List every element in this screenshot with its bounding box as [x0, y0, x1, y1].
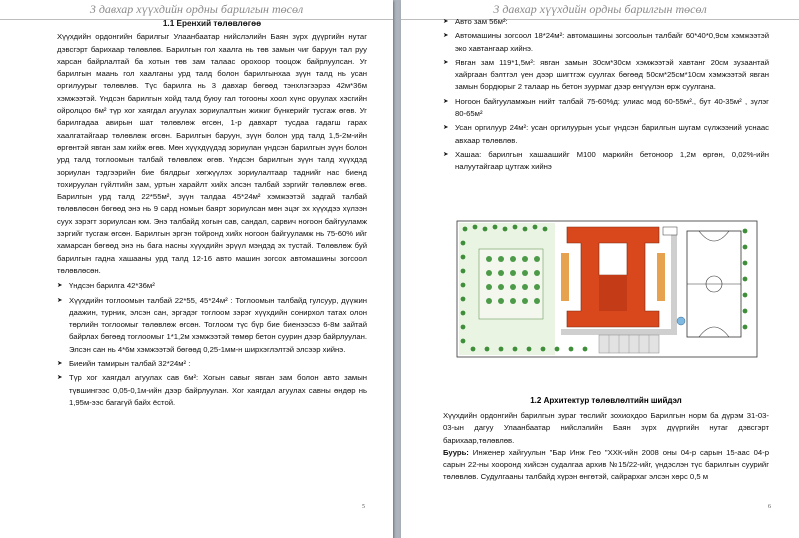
foundation-text: Инженер хайгуулын "Бар Инж Гео "ХХК-ийн 2008 оны 04-р сарын 15-аас 04-р сарын 22-ны хооронд хийсэн судалгаа архив №15/22-ийг, үндэслэн түс барилгын суурийг төлөвлөв. Судулгааны талбайд хүрэн өнгөтэй, сайрархаг элсэн хөрс 0,5 м	[443, 447, 769, 482]
list-item: ➤ Автомашины зогсоол 18*24м²: автомашины зогсоолын талбайг 60*40*0,9см хэмжээтэй эко хавтангаар хийнэ.	[443, 30, 769, 55]
document-page-right	[401, 0, 799, 538]
list-item: ➤ Биеийн тамирын талбай 32*24м² :	[57, 358, 367, 370]
list-item: ➤ Явган зам 119*1,5м²: явган замын 30см*30см хэмжээтэй хавтанг 20см зузаантай хайргаан бэлтгэл үен дээр шигтгэж суулгах бөгөөд 50см*25см*10см хэмжээтэй явган замын бордюрыг 2 талаар нь бетон зуурмаг дээр өнгүүлэн өрж суулгана.	[443, 57, 769, 94]
running-header-left: 3 давхар хүүхдийн ордны барилгын төсөл	[0, 2, 393, 20]
list-item: ➤ Авто зам 56м²:	[443, 16, 769, 28]
page-content-left	[57, 18, 367, 411]
architecture-paragraph-2	[443, 447, 769, 484]
running-header-right: 3 давхар хүүхдийн ордны барилгын төсөл	[401, 2, 799, 20]
facility-bullet-list-right	[443, 16, 769, 174]
page-number-left: 5	[362, 504, 365, 510]
general-plan-paragraph: Хүүхдийн ордонгийн барилгыг Улаанбаатар нийслэлийн Баян зүрх дүүргийн нутаг дэвсгэрт барихаар төлөвлөв. Барилгын гол хаалга нь төв замын чиг баруун тал руу харсан байрлалтай ба хотын төв зам талаас орохоор тооцож байрлуулсан. Уг барилгын маань гол хаалганы урд талд болон барилгынхаа зүүн талд нь усан оргилуурыг төлөвлөв. Түс барилга нь 3 давхар бөгөөд тэнхлэгээрээ 42м*36м хэмжээтэй. Үндсэн барилгын хойд талд буюу гал тогооны хоол хүнс оруулах хэсгийн ойролцоо 6м² түр хог хаягдал агуулах зориулалтын жижиг бүнкерийг тусгаж өгөв. Уг барилгадаа авирын шат төлөвлөж өгсөн, 1-р давхарт тусдаа гадагш гарах хаалгатайгаар төлөвлөж өгсөн. Барилгын баруун, зүүн болон урд талд 1,5-2м-ийн өргөнтэй явган зам хийж өгөв. Мөн хүүхдүүдэд зориулан үндсэн барилгын зүүн болон урд талд тоглоомын талбай төлөвлөж өгөв. Үндсэн барилгын зүүн талд хүүхдэд зориулан тэдгээрийн бие бялдрыг хөгжүүлэх зориулалтаар таднийг нас биенд тохируулан гүйлтийн зам, уртын харайлт хийх элсэн талбай зэргийг төлөвлөж өгөв. Барилгын урд талд 22*55м², зүүн талдаа 45*24м² хэмжээтэй задгай талбай төлөвлөсөн бөгөөд энэ нь 9 сард номын баярт зориулсан мөн эцэг эх хүүхдээ хүлээн суух зэрэгт зориулсан юм. Энэ талбайд хогын сав, сандал, сарвич ногоон байгууламж зэргийг тусгаж өгсөн. Барилгын эргэн тойронд хийх ногоон байгууламж нь 75-60% ийг хамарсан бөгөөд энэ нь бага насны хүүхдийн эрүүл мэндэд эх тустай. Төлөвлөж буй барилгын гадна хашааны урд талд 12-16 авто машин зогсох автомашины зогсоол төлөвлөсөн.	[57, 32, 367, 275]
section-title-1-2: 1.2 Архитектур төлөвлөлтийн шийдэл	[530, 396, 682, 405]
list-item: ➤ Хашаа: барилгын хашаашийг М100 маркийн бетоноор 1,2м өргөн, 0,02%-ийн налуутайгаар цутгаж хийнэ	[443, 149, 769, 174]
section-title-1-1: 1.1 Еренхий төлөвлөгөө	[162, 19, 262, 28]
waste-bunker	[663, 227, 677, 235]
list-item: ➤ Ногоон байгууламжын нийт талбай 75-60%д: улиас мод 60-55м²., бут 40-35м² , зүлэг 80-65м²	[443, 96, 769, 121]
list-item: ➤ Усан оргилуур 24м²: усан оргилуурын усыг үндсэн барилгын шугам сүлжээний уснаас авхаар төлөвлөв.	[443, 122, 769, 147]
page-number-right: 6	[768, 504, 771, 510]
list-item: ➤ Үндсэн барилга 42*36м²	[57, 280, 367, 292]
site-plan-drawing	[449, 215, 769, 363]
building-wing-left	[561, 253, 569, 301]
fountain	[677, 317, 685, 325]
list-item: ➤ Хүүхдийн тоглоомын талбай 22*55, 45*24м² : Тоглоомын талбайд гулсуур, дүүжин даажин, турник, элсэн сан, эргэдэг тоглоом зэрэг хүүхдийн сонирхол татах олон төрлийн тоглоомыг төлөвлөж өгсөн. Тоглоом түс бүр бие биенээсээ 6-8м зайтай байрлах бөгөөд тоглоомыг 1*1,2м хэмжээтэй төмөр бетон суурин дээр байрлуулан. Элсэн сан нь 4*6м хэмжээтэй бөгөөд 0,25-1мм-н ширхэглэлтэй элсээр хийнэ.	[57, 295, 367, 356]
walkway-side	[671, 235, 677, 335]
list-item: ➤ Түр хог хаягдал агуулах сав 6м²: Хогын савыг явган зам болон авто замын түвшингээс 0,05-0,1м-ийн дээр байрлуулан. Хог хаягдал агуулах савны өндөр нь 1,95м-ээс багагүй байх ёстой.	[57, 372, 367, 409]
building-wing-right	[657, 253, 665, 301]
architecture-paragraph-1: Хүүхдийн ордонгийн барилгын зураг төслийг зохиохдоо Барилгын норм ба дүрэм 31-03-03-ын дагуу Улаанбаатар нийслэлийн Баян зүрх дүүргийн нутаг дэвсгэрт барихаар,төлөвлөв.	[443, 411, 769, 445]
walkway	[561, 329, 673, 335]
architecture-text	[443, 410, 769, 484]
document-page-left	[0, 0, 393, 538]
building-core	[599, 275, 627, 311]
facility-bullet-list-left	[57, 280, 367, 409]
foundation-label: Буурь:	[443, 447, 469, 457]
page-content-right	[443, 16, 769, 176]
